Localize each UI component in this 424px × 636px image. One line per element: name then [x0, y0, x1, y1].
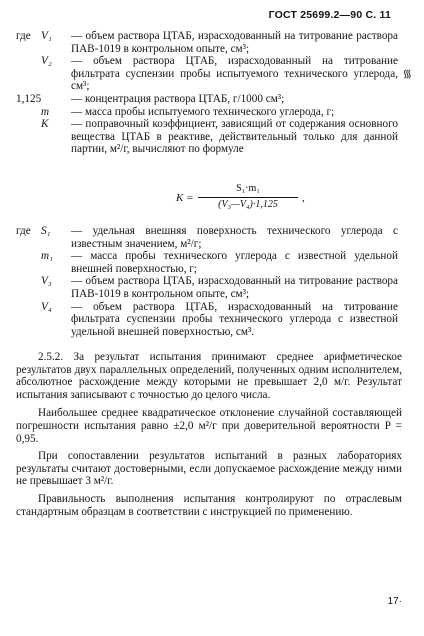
definition-symbol: V₄ [41, 300, 52, 313]
paragraph-result: 2.5.2. За результат испытания принимают среднее арифметическое результатов двух параллельных определений, полученных одним исполнителем, абсолютное расхождение между которыми не превышает 2,0 м/г. Результат испытания записывают с точностью до целого числа. [16, 351, 402, 401]
definition-symbol: S₁ [41, 225, 51, 237]
definition-text: — масса пробы технического углерода с известной удельной внешней поверхностью, г; [71, 250, 398, 275]
definition-symbol: V₁ [41, 30, 52, 42]
paragraph-comparison: При сопоставлении результатов испытаний в разных лабораториях результаты считают достоверными, если допускаемое расхождение между ними не превышает 3 м²/г. [16, 450, 402, 488]
definition-prefix: где [16, 30, 31, 42]
formula-fraction [198, 183, 298, 211]
paragraph-control: Правильность выполнения испытания контролируют по отраслевым стандартным образцам в соответствии с инструкцией по применению. [16, 492, 402, 518]
definitions-list-1 [16, 30, 398, 156]
definition-v1 [16, 30, 398, 55]
definition-prefix: 1,125 [16, 92, 42, 105]
page-number: 17· [387, 596, 402, 607]
definition-text: — объем раствора ЦТАБ, израсходованный на титрование фильтрата суспензии пробы технического углерода с известной удельной внешней поверхностью, см³. [71, 300, 398, 338]
page-header: ГОСТ 25699.2—90 С. 11 [268, 9, 391, 21]
definition-concentration [16, 93, 398, 106]
margin-mark: ᯾ [402, 68, 412, 80]
formula-tail: , [302, 192, 305, 204]
definitions-list-2 [16, 225, 398, 338]
definition-text: — объем раствора ЦТАБ, израсходованный на титрование раствора ПАВ-1019 в контрольном опыте, см³; [71, 275, 398, 300]
definition-text: — концентрация раствора ЦТАБ, г/1000 см³; [71, 92, 285, 105]
paragraph-deviation: Наибольшее среднее квадратическое отклонение случайной составляющей погрешности испытания равно ±2,0 м²/г при доверительной вероятности P = 0,95. [16, 407, 402, 445]
definition-symbol: m₁ [41, 250, 53, 263]
definition-text: — поправочный коэффициент, зависящий от содержания основного вещества ЦТАБ в реактиве, действительный только для данной партии, м²/г, вычисляют по формуле [71, 118, 398, 156]
definition-symbol: V₃ [41, 275, 52, 288]
body-paragraphs [16, 351, 402, 523]
formula-numerator: S₁·m₁ [198, 183, 298, 198]
formula-lhs: K = [176, 192, 194, 204]
definition-symbol: V₂ [41, 55, 52, 68]
formula-denominator: (V₃—V₄)·1,125 [218, 198, 278, 210]
definition-s1 [16, 225, 398, 250]
definition-text: — удельная внешняя поверхность технического углерода с известным значением, м²/г; [71, 225, 398, 250]
definition-v4 [16, 301, 398, 339]
definition-k [16, 118, 398, 156]
definition-text: — масса пробы испытуемого технического углерода, г; [71, 105, 335, 118]
definition-symbol: m [41, 105, 50, 118]
formula-k [176, 183, 356, 213]
definition-prefix: где [16, 225, 31, 237]
definition-m1 [16, 250, 398, 275]
definition-v3 [16, 275, 398, 300]
definition-text: — объем раствора ЦТАБ, израсходованный на титрование фильтрата суспензии пробы испытуемого технического углерода, см³; [71, 55, 398, 93]
definition-v2 [16, 55, 398, 93]
definition-m [16, 106, 398, 119]
definition-text: — объем раствора ЦТАБ, израсходованный на титрование раствора ПАВ-1019 в контрольном опыте, см³; [71, 30, 398, 55]
definition-symbol: K [41, 118, 49, 131]
